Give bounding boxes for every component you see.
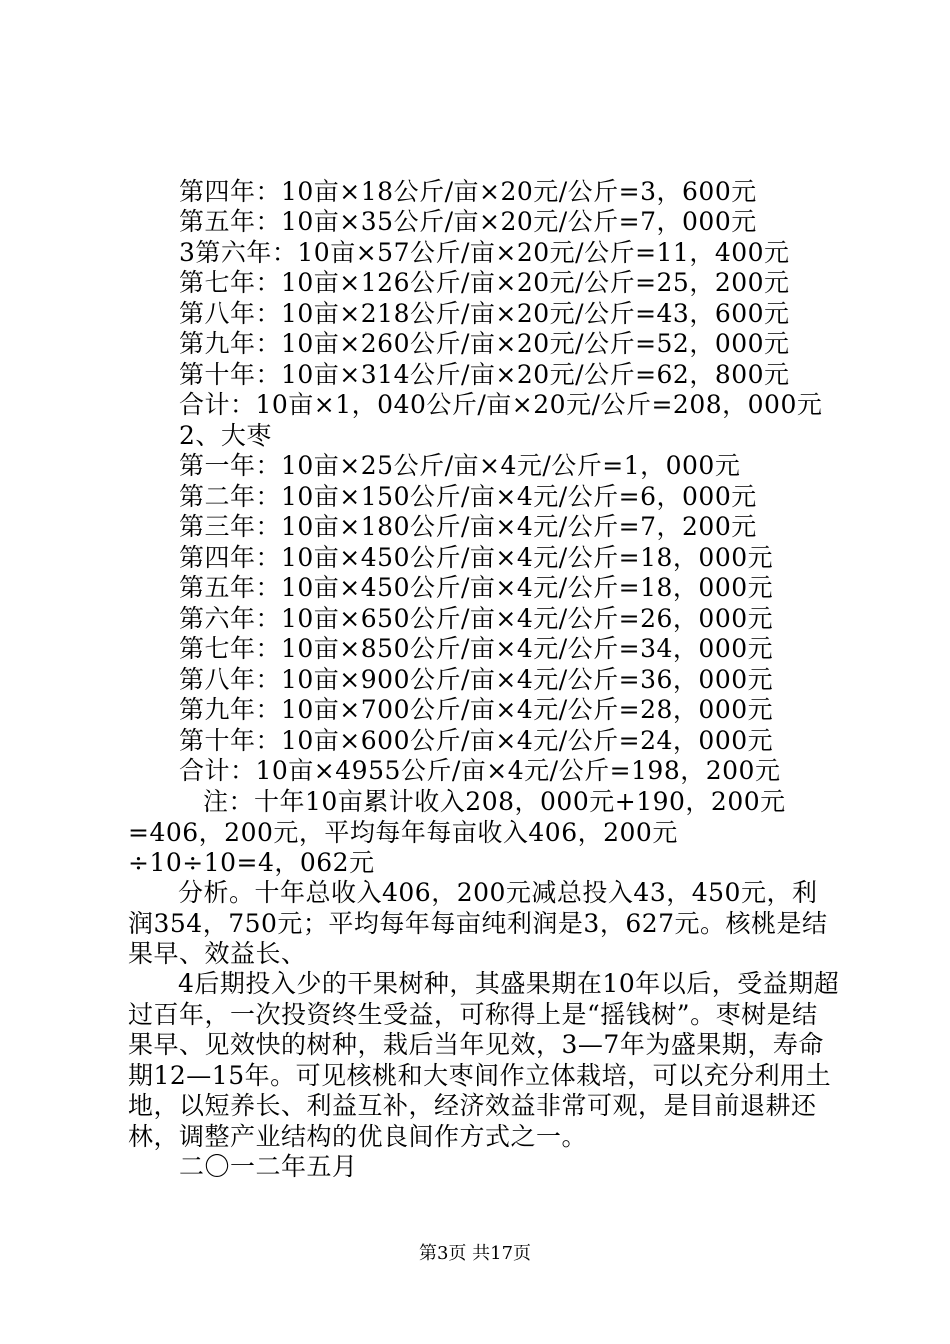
- walnut-line-6: 3第六年：10亩×57公斤/亩×20元/公斤=11，400元: [179, 238, 790, 267]
- walnut-total: 合计：10亩×1，040公斤/亩×20元/公斤=208，000元: [179, 390, 823, 419]
- jujube-line-6: 第六年：10亩×650公斤/亩×4元/公斤=26，000元: [179, 604, 774, 633]
- walnut-line-5: 第五年：10亩×35公斤/亩×20元/公斤=7，000元: [179, 207, 757, 236]
- page-footer: 第3页 共17页: [418, 1243, 532, 1264]
- document-date: 二〇一二年五月: [179, 1152, 358, 1181]
- walnut-line-4: 第四年：10亩×18公斤/亩×20元/公斤=3，600元: [179, 177, 757, 206]
- jujube-line-7: 第七年：10亩×850公斤/亩×4元/公斤=34，000元: [179, 634, 774, 663]
- analysis-paragraph: 分析。十年总收入406，200元减总投入43，450元，利润354，750元；平均每年每亩纯利润是3，627元。核桃是结果早、效益长、: [128, 878, 828, 968]
- walnut-line-8: 第八年：10亩×218公斤/亩×20元/公斤=43，600元: [179, 299, 790, 328]
- jujube-total: 合计：10亩×4955公斤/亩×4元/公斤=198，200元: [179, 756, 781, 785]
- walnut-line-9: 第九年：10亩×260公斤/亩×20元/公斤=52，000元: [179, 329, 790, 358]
- walnut-line-10: 第十年：10亩×314公斤/亩×20元/公斤=62，800元: [179, 360, 790, 389]
- note-paragraph: 注：十年10亩累计收入208，000元+190，200元=406，200元，平均每年每亩收入406，200元÷10÷10=4，062元: [128, 787, 786, 877]
- jujube-line-10: 第十年：10亩×600公斤/亩×4元/公斤=24，000元: [179, 726, 774, 755]
- conclusion-paragraph: 4后期投入少的干果树种，其盛果期在10年以后，受益期超过百年，一次投资终生受益，可称得上是“摇钱树”。枣树是结果早、见效快的树种，栽后当年见效，3—7年为盛果期，寿命期12—15年。可见核桃和大枣间作立体栽培，可以充分利用土地，以短养长、利益互补，经济效益非常可观，是目前退耕还林，调整产业结构的优良间作方式之一。: [128, 969, 840, 1151]
- jujube-line-4: 第四年：10亩×450公斤/亩×4元/公斤=18，000元: [179, 543, 774, 572]
- jujube-line-1: 第一年：10亩×25公斤/亩×4元/公斤=1，000元: [179, 451, 741, 480]
- walnut-line-7: 第七年：10亩×126公斤/亩×20元/公斤=25，200元: [179, 268, 790, 297]
- jujube-line-9: 第九年：10亩×700公斤/亩×4元/公斤=28，000元: [179, 695, 774, 724]
- jujube-line-2: 第二年：10亩×150公斤/亩×4元/公斤=6，000元: [179, 482, 757, 511]
- jujube-line-8: 第八年：10亩×900公斤/亩×4元/公斤=36，000元: [179, 665, 774, 694]
- jujube-heading: 2、大枣: [179, 421, 272, 450]
- jujube-line-3: 第三年：10亩×180公斤/亩×4元/公斤=7，200元: [179, 512, 757, 541]
- jujube-line-5: 第五年：10亩×450公斤/亩×4元/公斤=18，000元: [179, 573, 774, 602]
